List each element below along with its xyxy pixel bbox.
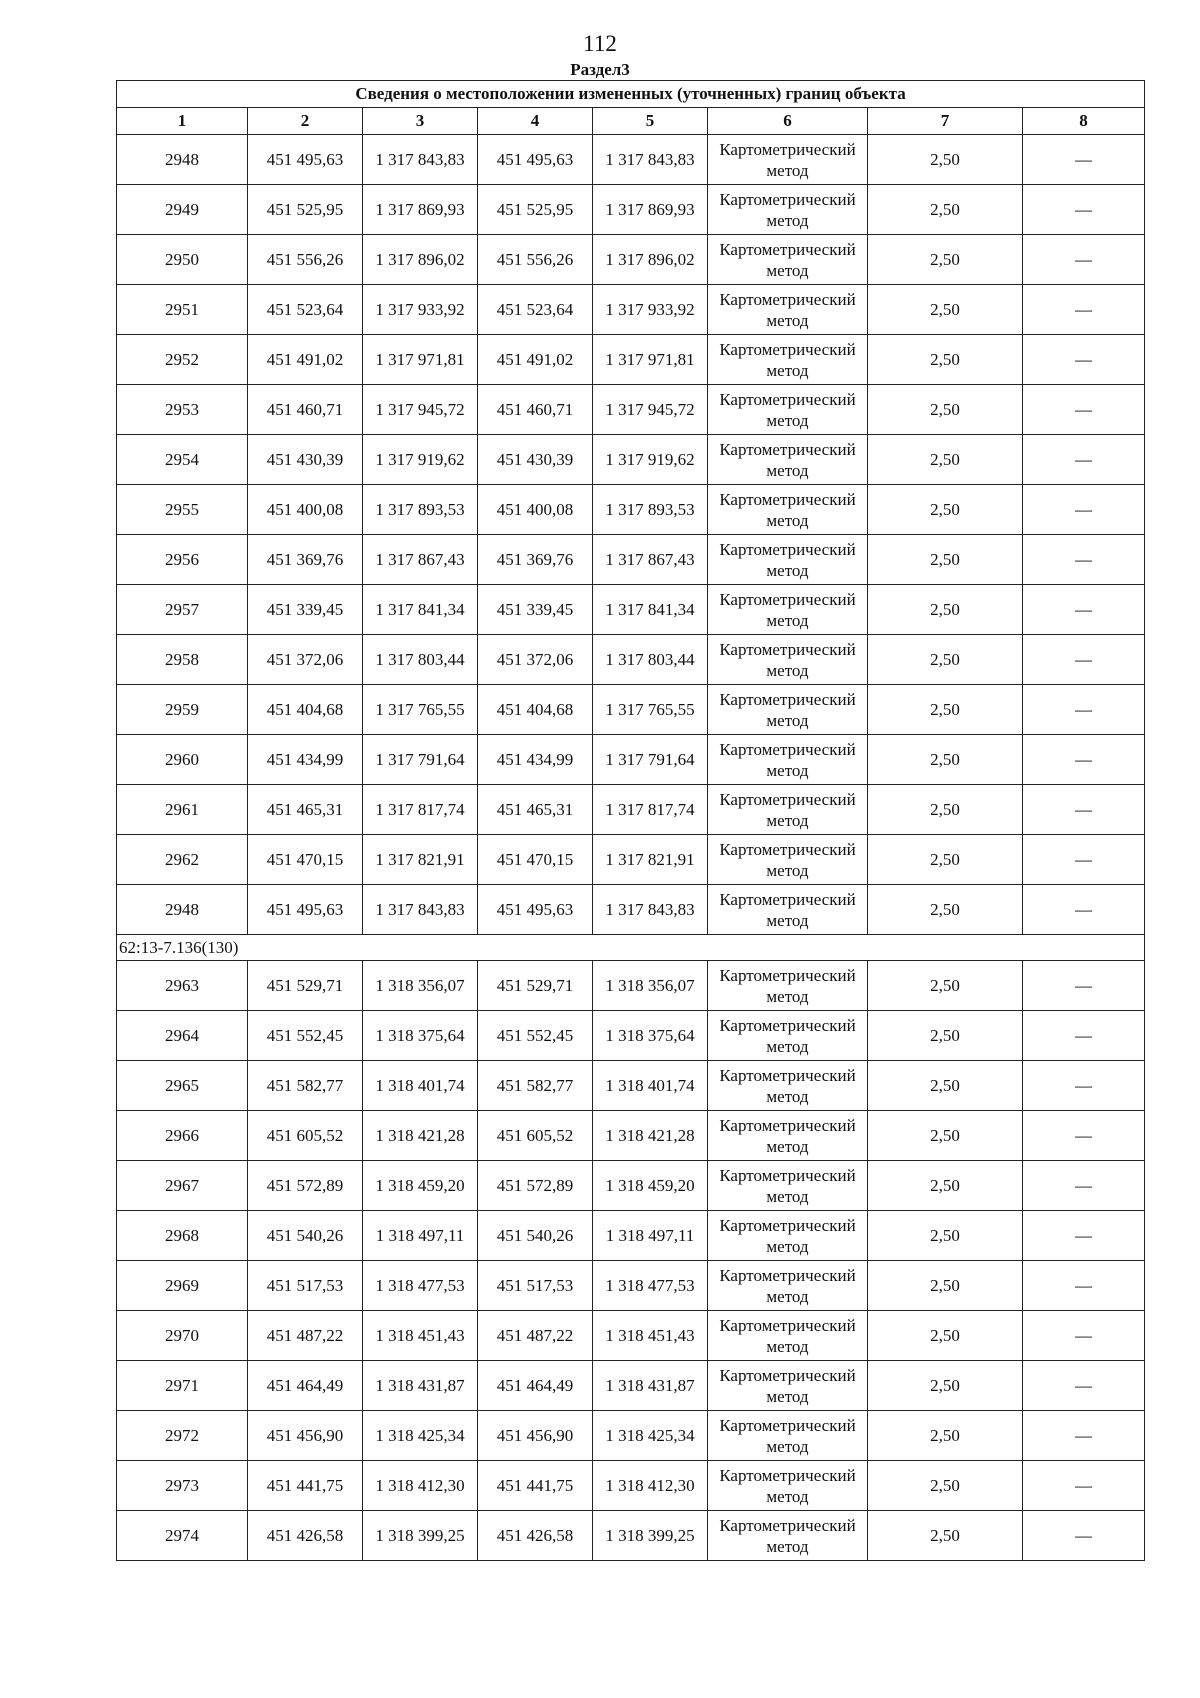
description-cell: — bbox=[1023, 435, 1145, 485]
method-cell: Картометрический метод bbox=[708, 1161, 868, 1211]
x-existing-cell: 451 400,08 bbox=[248, 485, 363, 535]
column-number: 8 bbox=[1023, 108, 1145, 135]
x-existing-cell: 451 491,02 bbox=[248, 335, 363, 385]
table-row bbox=[117, 1411, 1145, 1461]
y-new-cell: 1 317 933,92 bbox=[593, 285, 708, 335]
table-row bbox=[117, 1011, 1145, 1061]
x-existing-cell: 451 430,39 bbox=[248, 435, 363, 485]
y-new-cell: 1 318 425,34 bbox=[593, 1411, 708, 1461]
y-existing-cell: 1 318 375,64 bbox=[363, 1011, 478, 1061]
y-new-cell: 1 318 421,28 bbox=[593, 1111, 708, 1161]
x-new-cell: 451 523,64 bbox=[478, 285, 593, 335]
accuracy-cell: 2,50 bbox=[868, 1411, 1023, 1461]
y-new-cell: 1 318 399,25 bbox=[593, 1511, 708, 1561]
method-cell: Картометрический метод bbox=[708, 1461, 868, 1511]
table-row bbox=[117, 185, 1145, 235]
description-cell: — bbox=[1023, 135, 1145, 185]
y-existing-cell: 1 318 425,34 bbox=[363, 1411, 478, 1461]
x-existing-cell: 451 464,49 bbox=[248, 1361, 363, 1411]
x-new-cell: 451 470,15 bbox=[478, 835, 593, 885]
y-new-cell: 1 317 803,44 bbox=[593, 635, 708, 685]
accuracy-cell: 2,50 bbox=[868, 1011, 1023, 1061]
point-number-cell: 2958 bbox=[117, 635, 248, 685]
method-cell: Картометрический метод bbox=[708, 285, 868, 335]
description-cell: — bbox=[1023, 785, 1145, 835]
description-cell: — bbox=[1023, 285, 1145, 335]
description-cell: — bbox=[1023, 1361, 1145, 1411]
point-number-cell: 2967 bbox=[117, 1161, 248, 1211]
y-new-cell: 1 317 821,91 bbox=[593, 835, 708, 885]
x-new-cell: 451 404,68 bbox=[478, 685, 593, 735]
y-existing-cell: 1 317 919,62 bbox=[363, 435, 478, 485]
description-cell: — bbox=[1023, 735, 1145, 785]
x-new-cell: 451 517,53 bbox=[478, 1261, 593, 1311]
table-row bbox=[117, 535, 1145, 585]
x-existing-cell: 451 495,63 bbox=[248, 135, 363, 185]
method-cell: Картометрический метод bbox=[708, 1511, 868, 1561]
method-cell: Картометрический метод bbox=[708, 385, 868, 435]
table-row bbox=[117, 1111, 1145, 1161]
method-cell: Картометрический метод bbox=[708, 485, 868, 535]
table-row bbox=[117, 485, 1145, 535]
x-new-cell: 451 582,77 bbox=[478, 1061, 593, 1111]
x-new-cell: 451 491,02 bbox=[478, 335, 593, 385]
method-cell: Картометрический метод bbox=[708, 135, 868, 185]
method-cell: Картометрический метод bbox=[708, 961, 868, 1011]
y-existing-cell: 1 318 497,11 bbox=[363, 1211, 478, 1261]
x-existing-cell: 451 339,45 bbox=[248, 585, 363, 635]
table-row bbox=[117, 885, 1145, 935]
point-number-cell: 2949 bbox=[117, 185, 248, 235]
x-new-cell: 451 465,31 bbox=[478, 785, 593, 835]
x-existing-cell: 451 441,75 bbox=[248, 1461, 363, 1511]
method-cell: Картометрический метод bbox=[708, 835, 868, 885]
method-cell: Картометрический метод bbox=[708, 1311, 868, 1361]
x-new-cell: 451 339,45 bbox=[478, 585, 593, 635]
table-row bbox=[117, 785, 1145, 835]
accuracy-cell: 2,50 bbox=[868, 735, 1023, 785]
table-body bbox=[117, 135, 1145, 1561]
x-existing-cell: 451 369,76 bbox=[248, 535, 363, 585]
y-new-cell: 1 317 919,62 bbox=[593, 435, 708, 485]
y-existing-cell: 1 318 401,74 bbox=[363, 1061, 478, 1111]
x-new-cell: 451 369,76 bbox=[478, 535, 593, 585]
table-row bbox=[117, 1461, 1145, 1511]
point-number-cell: 2968 bbox=[117, 1211, 248, 1261]
accuracy-cell: 2,50 bbox=[868, 1461, 1023, 1511]
accuracy-cell: 2,50 bbox=[868, 961, 1023, 1011]
accuracy-cell: 2,50 bbox=[868, 635, 1023, 685]
table-row bbox=[117, 1311, 1145, 1361]
point-number-cell: 2963 bbox=[117, 961, 248, 1011]
description-cell: — bbox=[1023, 885, 1145, 935]
y-existing-cell: 1 317 817,74 bbox=[363, 785, 478, 835]
accuracy-cell: 2,50 bbox=[868, 285, 1023, 335]
point-number-cell: 2973 bbox=[117, 1461, 248, 1511]
table-row bbox=[117, 1511, 1145, 1561]
point-number-cell: 2954 bbox=[117, 435, 248, 485]
accuracy-cell: 2,50 bbox=[868, 1211, 1023, 1261]
y-existing-cell: 1 317 843,83 bbox=[363, 135, 478, 185]
description-cell: — bbox=[1023, 1461, 1145, 1511]
x-existing-cell: 451 495,63 bbox=[248, 885, 363, 935]
table-row bbox=[117, 385, 1145, 435]
point-number-cell: 2965 bbox=[117, 1061, 248, 1111]
table-row bbox=[117, 635, 1145, 685]
x-existing-cell: 451 552,45 bbox=[248, 1011, 363, 1061]
description-cell: — bbox=[1023, 1311, 1145, 1361]
x-new-cell: 451 487,22 bbox=[478, 1311, 593, 1361]
accuracy-cell: 2,50 bbox=[868, 1161, 1023, 1211]
column-number-row bbox=[117, 108, 1145, 135]
method-cell: Картометрический метод bbox=[708, 735, 868, 785]
description-cell: — bbox=[1023, 1011, 1145, 1061]
y-new-cell: 1 317 817,74 bbox=[593, 785, 708, 835]
y-new-cell: 1 317 765,55 bbox=[593, 685, 708, 735]
y-new-cell: 1 317 896,02 bbox=[593, 235, 708, 285]
description-cell: — bbox=[1023, 1161, 1145, 1211]
table-row bbox=[117, 1211, 1145, 1261]
accuracy-cell: 2,50 bbox=[868, 1511, 1023, 1561]
method-cell: Картометрический метод bbox=[708, 585, 868, 635]
x-existing-cell: 451 582,77 bbox=[248, 1061, 363, 1111]
point-number-cell: 2956 bbox=[117, 535, 248, 585]
description-cell: — bbox=[1023, 961, 1145, 1011]
point-number-cell: 2964 bbox=[117, 1011, 248, 1061]
description-cell: — bbox=[1023, 835, 1145, 885]
x-existing-cell: 451 456,90 bbox=[248, 1411, 363, 1461]
accuracy-cell: 2,50 bbox=[868, 1061, 1023, 1111]
column-number: 6 bbox=[708, 108, 868, 135]
y-new-cell: 1 318 477,53 bbox=[593, 1261, 708, 1311]
table-row bbox=[117, 435, 1145, 485]
y-new-cell: 1 317 945,72 bbox=[593, 385, 708, 435]
x-existing-cell: 451 372,06 bbox=[248, 635, 363, 685]
description-cell: — bbox=[1023, 485, 1145, 535]
column-number: 5 bbox=[593, 108, 708, 135]
table-row bbox=[117, 335, 1145, 385]
method-cell: Картометрический метод bbox=[708, 185, 868, 235]
accuracy-cell: 2,50 bbox=[868, 235, 1023, 285]
y-existing-cell: 1 317 803,44 bbox=[363, 635, 478, 685]
method-cell: Картометрический метод bbox=[708, 685, 868, 735]
x-new-cell: 451 556,26 bbox=[478, 235, 593, 285]
coordinates-table bbox=[116, 80, 1145, 1561]
x-existing-cell: 451 470,15 bbox=[248, 835, 363, 885]
x-new-cell: 451 572,89 bbox=[478, 1161, 593, 1211]
x-existing-cell: 451 556,26 bbox=[248, 235, 363, 285]
y-new-cell: 1 318 412,30 bbox=[593, 1461, 708, 1511]
point-number-cell: 2955 bbox=[117, 485, 248, 535]
y-existing-cell: 1 318 477,53 bbox=[363, 1261, 478, 1311]
y-new-cell: 1 318 459,20 bbox=[593, 1161, 708, 1211]
x-existing-cell: 451 572,89 bbox=[248, 1161, 363, 1211]
y-new-cell: 1 318 375,64 bbox=[593, 1011, 708, 1061]
y-existing-cell: 1 317 867,43 bbox=[363, 535, 478, 585]
accuracy-cell: 2,50 bbox=[868, 785, 1023, 835]
x-existing-cell: 451 426,58 bbox=[248, 1511, 363, 1561]
accuracy-cell: 2,50 bbox=[868, 835, 1023, 885]
y-new-cell: 1 318 431,87 bbox=[593, 1361, 708, 1411]
section-title: Раздел3 bbox=[570, 60, 630, 79]
method-cell: Картометрический метод bbox=[708, 885, 868, 935]
table-row bbox=[117, 835, 1145, 885]
x-new-cell: 451 464,49 bbox=[478, 1361, 593, 1411]
table-row bbox=[117, 685, 1145, 735]
table-row bbox=[117, 1361, 1145, 1411]
method-cell: Картометрический метод bbox=[708, 1011, 868, 1061]
y-existing-cell: 1 317 821,91 bbox=[363, 835, 478, 885]
point-number-cell: 2948 bbox=[117, 885, 248, 935]
point-number-cell: 2971 bbox=[117, 1361, 248, 1411]
y-new-cell: 1 318 356,07 bbox=[593, 961, 708, 1011]
x-new-cell: 451 372,06 bbox=[478, 635, 593, 685]
table-title: Сведения о местоположении измененных (уточненных) границ объекта bbox=[117, 81, 1145, 108]
x-new-cell: 451 552,45 bbox=[478, 1011, 593, 1061]
table-row bbox=[117, 1261, 1145, 1311]
method-cell: Картометрический метод bbox=[708, 1411, 868, 1461]
page-number: 112 bbox=[583, 31, 617, 56]
method-cell: Картометрический метод bbox=[708, 1361, 868, 1411]
point-number-cell: 2950 bbox=[117, 235, 248, 285]
description-cell: — bbox=[1023, 1061, 1145, 1111]
point-number-cell: 2951 bbox=[117, 285, 248, 335]
point-number-cell: 2974 bbox=[117, 1511, 248, 1561]
method-cell: Картометрический метод bbox=[708, 1211, 868, 1261]
point-number-cell: 2953 bbox=[117, 385, 248, 435]
y-existing-cell: 1 317 971,81 bbox=[363, 335, 478, 385]
x-new-cell: 451 540,26 bbox=[478, 1211, 593, 1261]
method-cell: Картометрический метод bbox=[708, 435, 868, 485]
description-cell: — bbox=[1023, 385, 1145, 435]
point-number-cell: 2957 bbox=[117, 585, 248, 635]
column-number: 2 bbox=[248, 108, 363, 135]
y-existing-cell: 1 318 356,07 bbox=[363, 961, 478, 1011]
column-number: 3 bbox=[363, 108, 478, 135]
accuracy-cell: 2,50 bbox=[868, 1361, 1023, 1411]
y-existing-cell: 1 317 765,55 bbox=[363, 685, 478, 735]
description-cell: — bbox=[1023, 185, 1145, 235]
y-existing-cell: 1 317 841,34 bbox=[363, 585, 478, 635]
group-header-row bbox=[117, 935, 1145, 961]
table-row bbox=[117, 735, 1145, 785]
y-existing-cell: 1 317 869,93 bbox=[363, 185, 478, 235]
accuracy-cell: 2,50 bbox=[868, 585, 1023, 635]
y-existing-cell: 1 318 399,25 bbox=[363, 1511, 478, 1561]
accuracy-cell: 2,50 bbox=[868, 1311, 1023, 1361]
x-existing-cell: 451 605,52 bbox=[248, 1111, 363, 1161]
table-row bbox=[117, 585, 1145, 635]
description-cell: — bbox=[1023, 1111, 1145, 1161]
group-label: 62:13-7.136(130) bbox=[117, 935, 1145, 961]
y-existing-cell: 1 318 421,28 bbox=[363, 1111, 478, 1161]
table-row bbox=[117, 1161, 1145, 1211]
y-existing-cell: 1 317 843,83 bbox=[363, 885, 478, 935]
x-new-cell: 451 529,71 bbox=[478, 961, 593, 1011]
y-new-cell: 1 317 791,64 bbox=[593, 735, 708, 785]
y-existing-cell: 1 317 933,92 bbox=[363, 285, 478, 335]
y-existing-cell: 1 317 896,02 bbox=[363, 235, 478, 285]
x-new-cell: 451 460,71 bbox=[478, 385, 593, 435]
y-new-cell: 1 317 843,83 bbox=[593, 885, 708, 935]
table-row bbox=[117, 235, 1145, 285]
point-number-cell: 2962 bbox=[117, 835, 248, 885]
y-existing-cell: 1 318 451,43 bbox=[363, 1311, 478, 1361]
method-cell: Картометрический метод bbox=[708, 235, 868, 285]
column-number: 1 bbox=[117, 108, 248, 135]
point-number-cell: 2966 bbox=[117, 1111, 248, 1161]
description-cell: — bbox=[1023, 585, 1145, 635]
y-new-cell: 1 317 971,81 bbox=[593, 335, 708, 385]
x-existing-cell: 451 523,64 bbox=[248, 285, 363, 335]
description-cell: — bbox=[1023, 1261, 1145, 1311]
x-new-cell: 451 430,39 bbox=[478, 435, 593, 485]
accuracy-cell: 2,50 bbox=[868, 1111, 1023, 1161]
y-new-cell: 1 317 869,93 bbox=[593, 185, 708, 235]
x-existing-cell: 451 460,71 bbox=[248, 385, 363, 435]
table-row bbox=[117, 285, 1145, 335]
method-cell: Картометрический метод bbox=[708, 1261, 868, 1311]
x-existing-cell: 451 434,99 bbox=[248, 735, 363, 785]
y-new-cell: 1 317 893,53 bbox=[593, 485, 708, 535]
x-existing-cell: 451 465,31 bbox=[248, 785, 363, 835]
accuracy-cell: 2,50 bbox=[868, 535, 1023, 585]
y-new-cell: 1 317 843,83 bbox=[593, 135, 708, 185]
y-existing-cell: 1 318 412,30 bbox=[363, 1461, 478, 1511]
x-new-cell: 451 525,95 bbox=[478, 185, 593, 235]
x-new-cell: 451 441,75 bbox=[478, 1461, 593, 1511]
method-cell: Картометрический метод bbox=[708, 335, 868, 385]
description-cell: — bbox=[1023, 1211, 1145, 1261]
y-new-cell: 1 317 841,34 bbox=[593, 585, 708, 635]
accuracy-cell: 2,50 bbox=[868, 485, 1023, 535]
y-existing-cell: 1 317 893,53 bbox=[363, 485, 478, 535]
x-existing-cell: 451 517,53 bbox=[248, 1261, 363, 1311]
accuracy-cell: 2,50 bbox=[868, 885, 1023, 935]
y-new-cell: 1 318 451,43 bbox=[593, 1311, 708, 1361]
x-existing-cell: 451 540,26 bbox=[248, 1211, 363, 1261]
table-row bbox=[117, 961, 1145, 1011]
point-number-cell: 2970 bbox=[117, 1311, 248, 1361]
column-number: 7 bbox=[868, 108, 1023, 135]
table-row bbox=[117, 135, 1145, 185]
accuracy-cell: 2,50 bbox=[868, 1261, 1023, 1311]
method-cell: Картометрический метод bbox=[708, 1061, 868, 1111]
point-number-cell: 2948 bbox=[117, 135, 248, 185]
description-cell: — bbox=[1023, 685, 1145, 735]
y-new-cell: 1 318 497,11 bbox=[593, 1211, 708, 1261]
method-cell: Картометрический метод bbox=[708, 635, 868, 685]
y-existing-cell: 1 317 791,64 bbox=[363, 735, 478, 785]
point-number-cell: 2959 bbox=[117, 685, 248, 735]
x-existing-cell: 451 487,22 bbox=[248, 1311, 363, 1361]
description-cell: — bbox=[1023, 535, 1145, 585]
column-number: 4 bbox=[478, 108, 593, 135]
y-existing-cell: 1 317 945,72 bbox=[363, 385, 478, 435]
accuracy-cell: 2,50 bbox=[868, 185, 1023, 235]
y-new-cell: 1 317 867,43 bbox=[593, 535, 708, 585]
y-existing-cell: 1 318 459,20 bbox=[363, 1161, 478, 1211]
point-number-cell: 2960 bbox=[117, 735, 248, 785]
x-existing-cell: 451 529,71 bbox=[248, 961, 363, 1011]
y-new-cell: 1 318 401,74 bbox=[593, 1061, 708, 1111]
table-row bbox=[117, 1061, 1145, 1111]
x-existing-cell: 451 404,68 bbox=[248, 685, 363, 735]
x-new-cell: 451 495,63 bbox=[478, 885, 593, 935]
description-cell: — bbox=[1023, 1511, 1145, 1561]
accuracy-cell: 2,50 bbox=[868, 135, 1023, 185]
description-cell: — bbox=[1023, 635, 1145, 685]
accuracy-cell: 2,50 bbox=[868, 685, 1023, 735]
x-new-cell: 451 426,58 bbox=[478, 1511, 593, 1561]
description-cell: — bbox=[1023, 235, 1145, 285]
method-cell: Картометрический метод bbox=[708, 535, 868, 585]
y-existing-cell: 1 318 431,87 bbox=[363, 1361, 478, 1411]
x-existing-cell: 451 525,95 bbox=[248, 185, 363, 235]
x-new-cell: 451 605,52 bbox=[478, 1111, 593, 1161]
accuracy-cell: 2,50 bbox=[868, 385, 1023, 435]
accuracy-cell: 2,50 bbox=[868, 335, 1023, 385]
description-cell: — bbox=[1023, 335, 1145, 385]
method-cell: Картометрический метод bbox=[708, 785, 868, 835]
x-new-cell: 451 456,90 bbox=[478, 1411, 593, 1461]
x-new-cell: 451 400,08 bbox=[478, 485, 593, 535]
point-number-cell: 2952 bbox=[117, 335, 248, 385]
description-cell: — bbox=[1023, 1411, 1145, 1461]
point-number-cell: 2972 bbox=[117, 1411, 248, 1461]
point-number-cell: 2961 bbox=[117, 785, 248, 835]
point-number-cell: 2969 bbox=[117, 1261, 248, 1311]
x-new-cell: 451 434,99 bbox=[478, 735, 593, 785]
method-cell: Картометрический метод bbox=[708, 1111, 868, 1161]
x-new-cell: 451 495,63 bbox=[478, 135, 593, 185]
accuracy-cell: 2,50 bbox=[868, 435, 1023, 485]
